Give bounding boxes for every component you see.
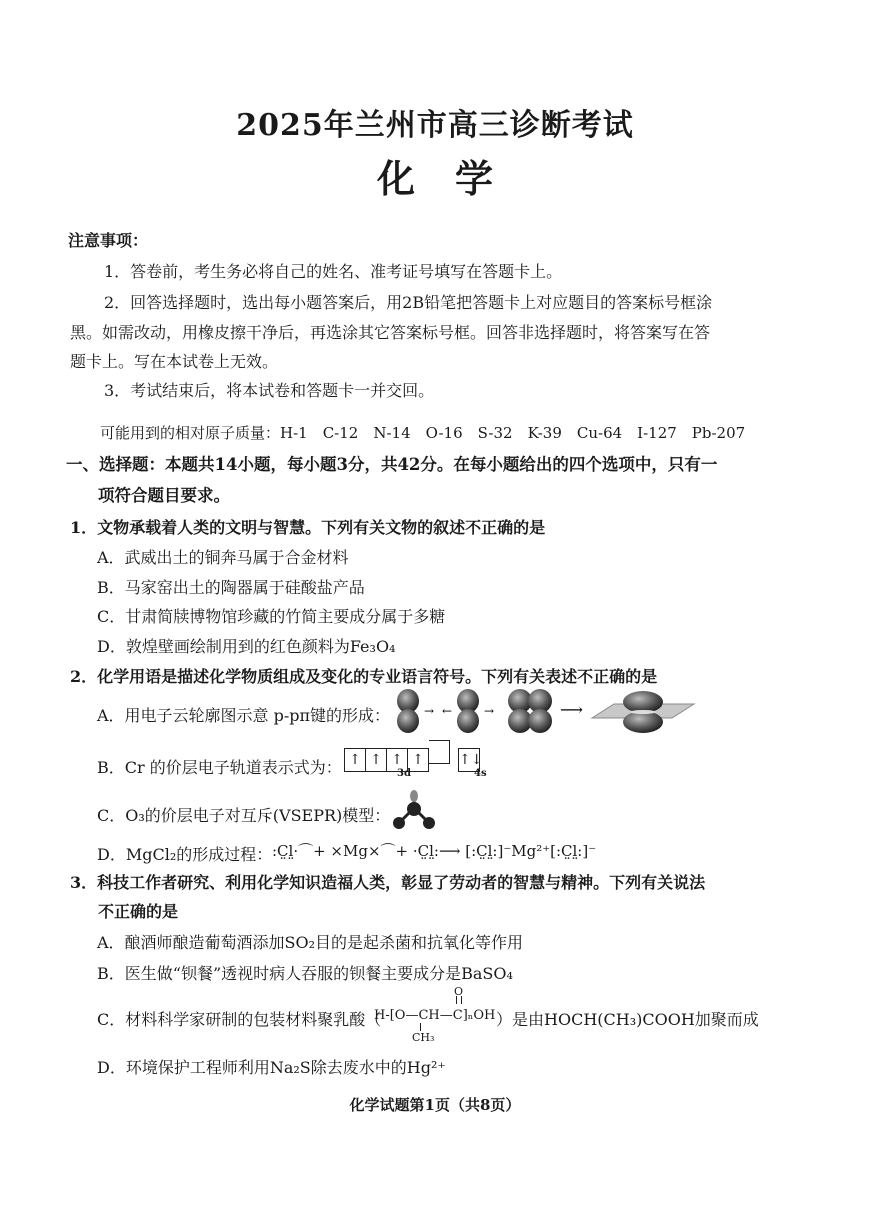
atomic-masses: 可能用到的相对原子质量：H-1 C-12 N-14 O-16 S-32 K-39 Cu-64 I-127 Pb-207 xyxy=(100,424,746,442)
label-4s: 4s xyxy=(474,768,487,779)
orbital-box: ↑ xyxy=(366,748,387,772)
notice-heading: 注意事项： xyxy=(68,231,149,250)
notice-item-2: 2．回答选择题时，选出每小题答案后，用2B铅笔把答题卡上对应题目的答案标号框涂 xyxy=(104,293,713,312)
cr-orbital-diagram xyxy=(344,740,483,772)
double-bond-mark xyxy=(456,996,462,1004)
notice-item-2-cont: 黑。如需改动，用橡皮擦干净后，再选涂其它答案标号框。回答非选择题时，将答案写在答 xyxy=(70,323,711,342)
q1-option-a: A．武威出土的铜奔马属于合金材料 xyxy=(97,548,349,567)
q3-option-d: D．环境保护工程师利用Na₂S除去废水中的Hg²⁺ xyxy=(97,1058,446,1077)
notice-item-3: 3．考试结束后，将本试卷和答题卡一并交回。 xyxy=(104,381,435,400)
q2-stem: 2．化学用语是描述化学物质组成及变化的专业语言符号。下列有关表述不正确的是 xyxy=(70,667,658,686)
q3-option-c-prefix: C．材料科学家研制的包装材料聚乳酸（ xyxy=(97,1010,382,1029)
q2-option-c: C．O₃的价层电子对互斥(VSEPR)模型： xyxy=(97,806,391,825)
page-footer: 化学试题第1页（共8页） xyxy=(349,1096,521,1114)
q2-option-d: D．MgCl₂的形成过程： xyxy=(97,845,273,864)
orbital-box: ↑ xyxy=(387,748,408,772)
svg-text:←: ← xyxy=(442,704,453,718)
polylactic-carbonyl-o: O xyxy=(454,985,464,998)
section-heading-line2: 项符合题目要求。 xyxy=(98,486,230,505)
orbital-box: ↑ xyxy=(408,748,429,772)
label-3d: 3d xyxy=(397,768,411,779)
orbital-box-4s: ↑↓ xyxy=(458,748,480,772)
polylactic-formula: H-[O—CH—C]ₙOH xyxy=(374,1008,496,1023)
q1-option-b: B．马家窑出土的陶器属于硅酸盐产品 xyxy=(97,578,365,597)
polylactic-methyl: CH₃ xyxy=(412,1031,435,1044)
orbital-box: ↑ xyxy=(344,748,366,772)
q3-option-c-suffix: ）是由HOCH(CH₃)COOH加聚而成 xyxy=(496,1010,759,1029)
subject-title: 化学 xyxy=(376,156,533,201)
svg-text:⟶: ⟶ xyxy=(560,700,583,719)
q1-stem: 1．文物承载着人类的文明与智慧。下列有关文物的叙述不正确的是 xyxy=(70,518,546,537)
q3-option-b: B．医生做“钡餐”透视时病人吞服的钡餐主要成分是BaSO₄ xyxy=(97,964,513,983)
q1-option-c: C．甘肃简牍博物馆珍藏的竹简主要成分属于多糖 xyxy=(97,607,446,626)
svg-text:→: → xyxy=(424,704,435,718)
p-orbital-overlap-diagram xyxy=(388,688,698,736)
notice-item-2-end: 题卡上。写在本试卷上无效。 xyxy=(70,352,279,371)
orbital-box xyxy=(429,740,450,764)
q2-option-a: A．用电子云轮廓图示意 p-pπ键的形成： xyxy=(97,706,391,725)
mgcl2-formation-formula: :C̤l̤·⌒+ ×Mg×⌒+ ·C̤l̤:⟶ [:C̤l̤:]⁻Mg²⁺[:C̤l̤:]⁻ xyxy=(272,842,597,860)
q2-option-b: B．Cr 的价层电子轨道表示式为： xyxy=(97,758,342,777)
q3-option-a: A．酿酒师酿造葡萄酒添加SO₂目的是起杀菌和抗氧化等作用 xyxy=(97,933,524,952)
svg-text:→: → xyxy=(484,704,495,718)
exam-title: 2025年兰州市高三诊断考试 xyxy=(236,108,634,143)
section-heading-line1: 一、选择题：本题共14小题，每小题3分，共42分。在每小题给出的四个选项中，只有一 xyxy=(66,455,718,474)
notice-item-1: 1．答卷前，考生务必将自己的姓名、准考证号填写在答题卡上。 xyxy=(104,262,563,281)
o3-vsepr-model-icon xyxy=(388,790,448,832)
methyl-bond-mark xyxy=(420,1023,421,1031)
q3-stem-line1: 3．科技工作者研究、利用化学知识造福人类，彰显了劳动者的智慧与精神。下列有关说法 xyxy=(70,873,706,892)
q1-option-d: D．敦煌壁画绘制用到的红色颜料为Fe₃O₄ xyxy=(97,637,396,656)
q3-stem-line2: 不正确的是 xyxy=(98,902,179,921)
